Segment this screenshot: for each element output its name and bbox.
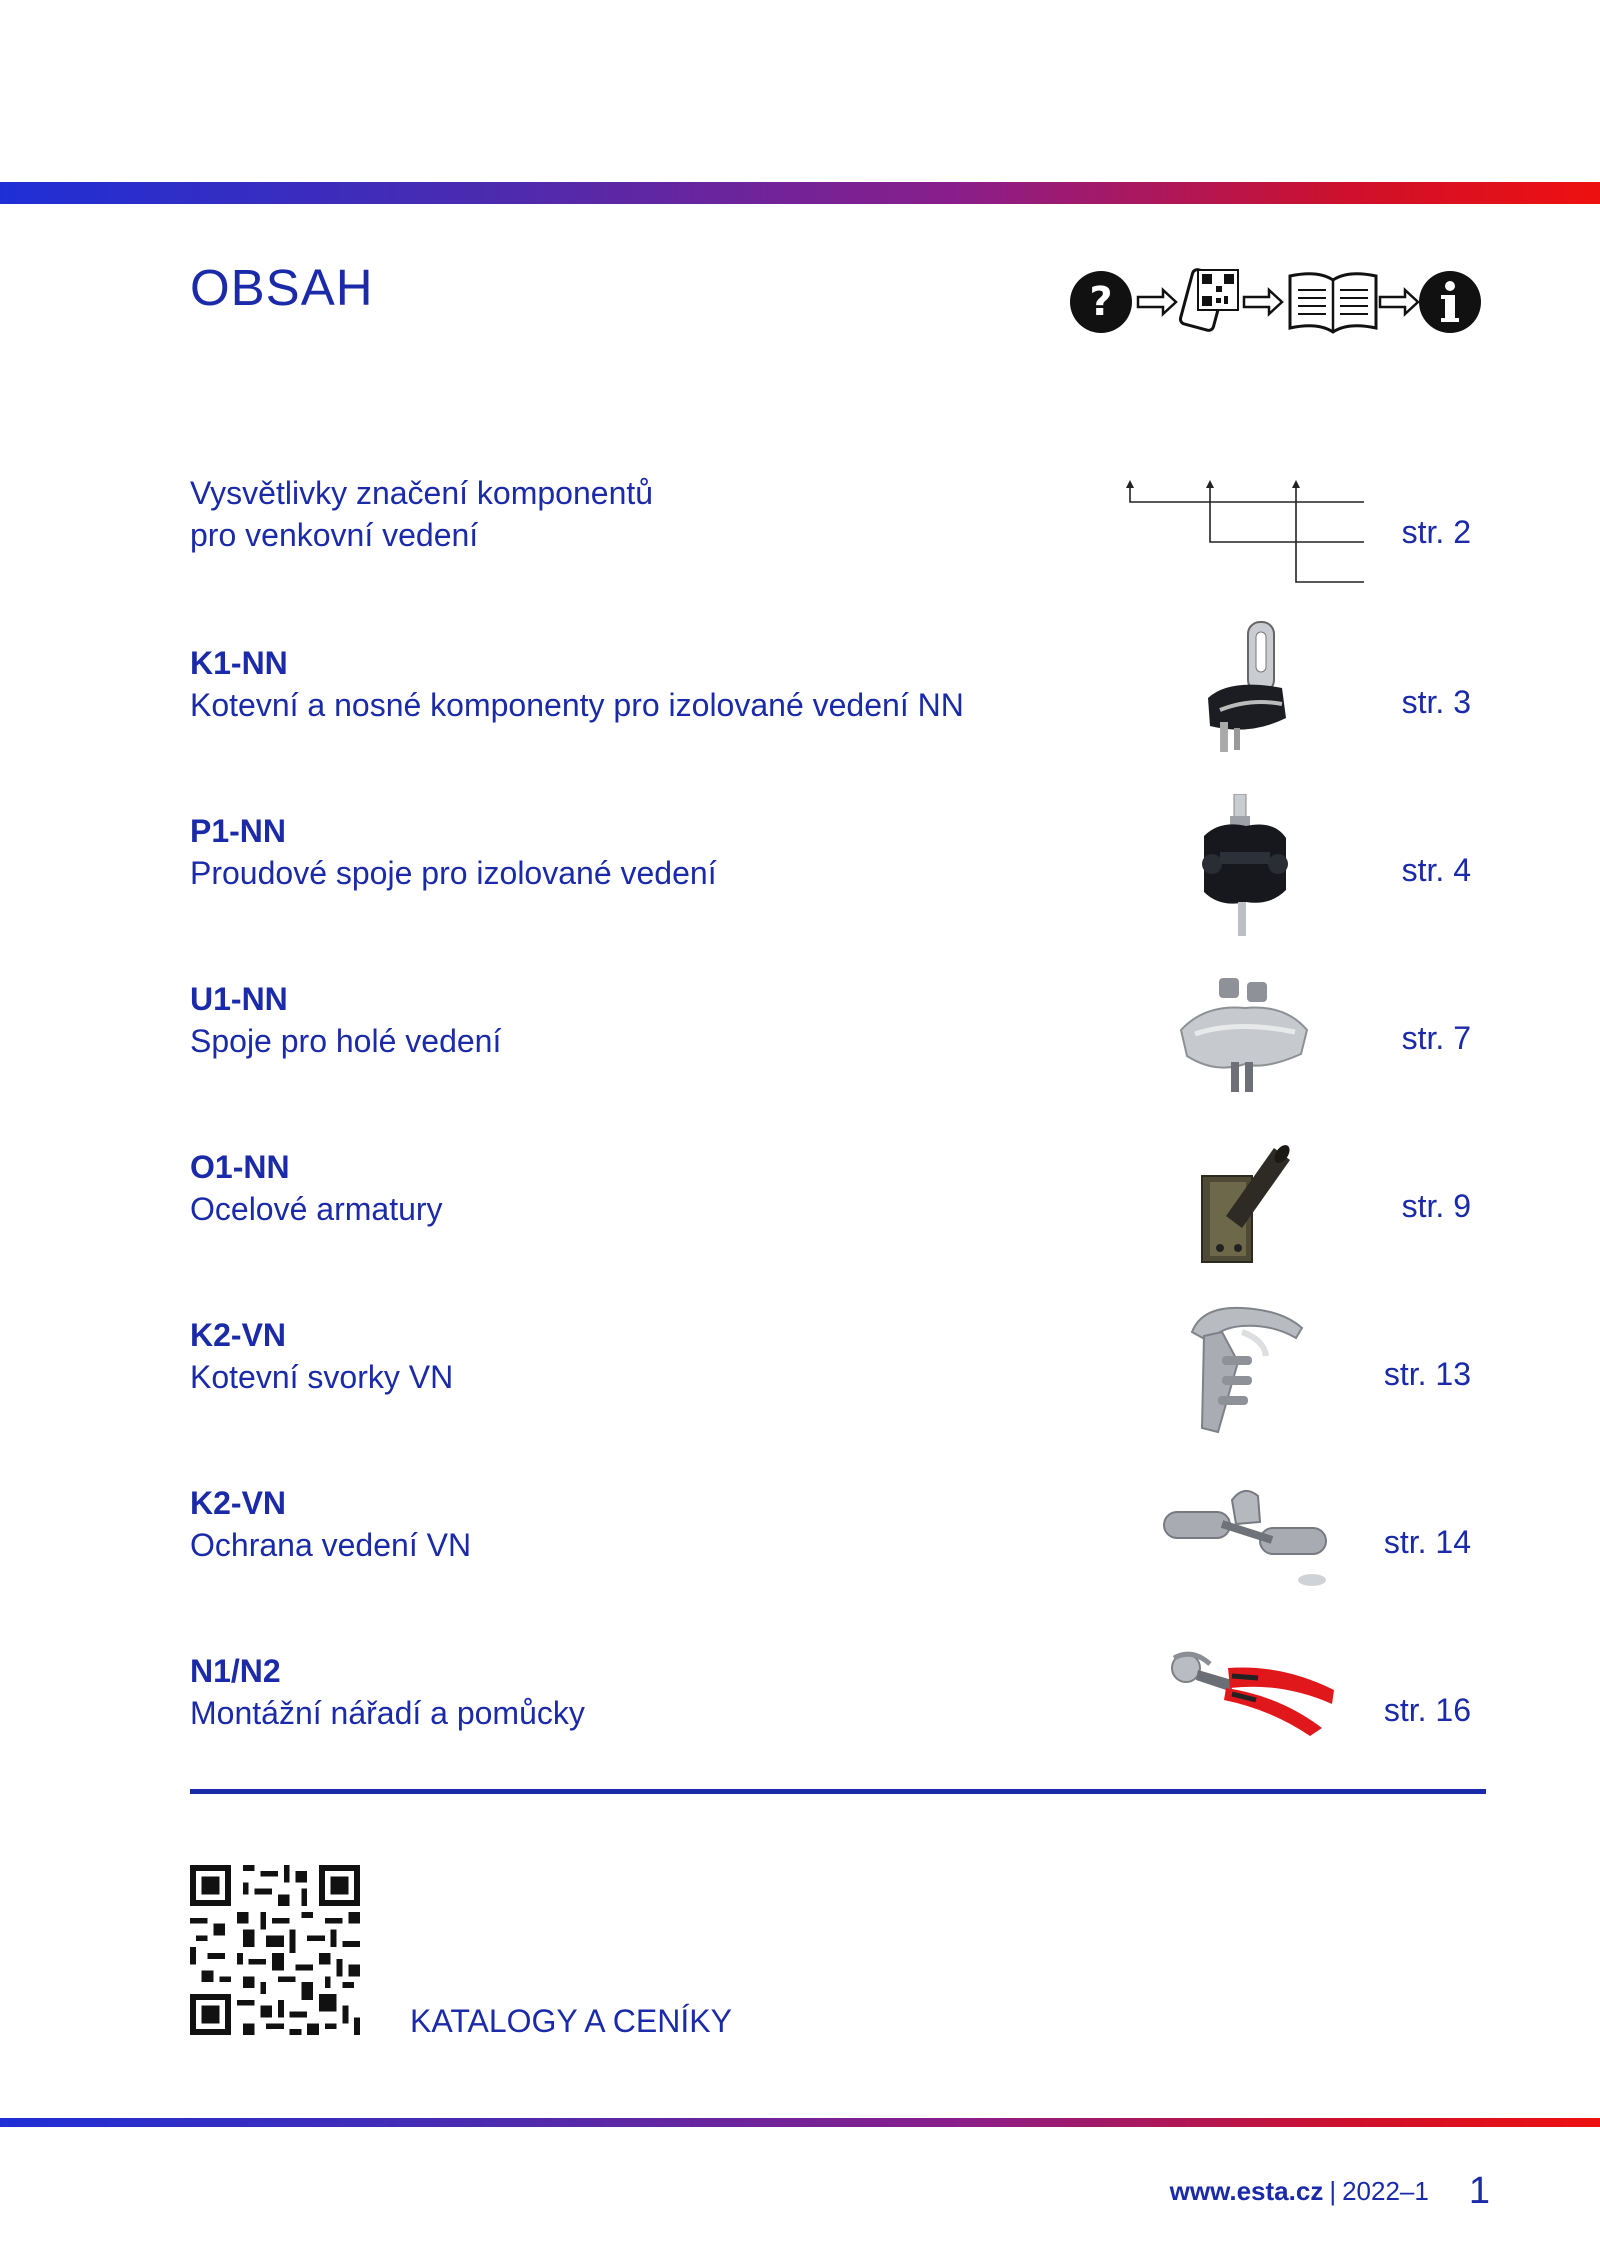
top-gradient-stripe <box>0 182 1600 204</box>
qr-phone-icon <box>1179 269 1238 332</box>
flow-icons <box>1068 262 1488 342</box>
toc-entry-page: str. 16 <box>1383 1692 1471 1728</box>
section-divider <box>190 1789 1486 1794</box>
piercing-connector-icon <box>1190 794 1300 944</box>
qr-code-icon[interactable] <box>190 1865 360 2035</box>
toc-entry-code: K2-VN <box>190 1317 287 1353</box>
svg-text:?: ? <box>1089 279 1113 325</box>
toc-entry-o1-nn[interactable] <box>190 1146 1490 1230</box>
toc-entry-desc: Ochrana vedení VN <box>190 1527 472 1563</box>
legend-diagram-icon <box>1126 480 1366 590</box>
toc-entry-k2-vn-anchor[interactable] <box>190 1314 1490 1398</box>
toc-entry-p1-nn[interactable] <box>190 810 1490 894</box>
bare-connector-icon <box>1175 974 1315 1104</box>
hv-protection-icon <box>1162 1480 1332 1590</box>
toc-entry-u1-nn[interactable] <box>190 978 1490 1062</box>
toc-entry-desc: Kotevní a nosné komponenty pro izolované vedení NN <box>190 687 964 723</box>
toc-entry-code: K2-VN <box>190 1485 287 1521</box>
page-footer <box>1100 2170 1490 2213</box>
toc-entry-desc: Montážní nářadí a pomůcky <box>190 1695 585 1731</box>
page-title: OBSAH <box>190 259 374 316</box>
toc-entry-page: str. 7 <box>1401 1020 1471 1056</box>
arrow-icon <box>1244 290 1282 314</box>
book-icon <box>1290 274 1376 332</box>
footer-edition: 2022–1 <box>1342 2176 1429 2206</box>
toc-entry-desc: Spoje pro holé vedení <box>190 1023 502 1059</box>
toc-entry-desc: Vysvětlivky značení komponentů <box>190 475 654 511</box>
cable-cutter-icon <box>1162 1646 1342 1736</box>
toc-entry-n1-n2[interactable] <box>190 1650 1490 1734</box>
toc-entry-code: P1-NN <box>190 813 287 849</box>
steel-bracket-icon <box>1190 1138 1300 1268</box>
toc-entry-code: N1/N2 <box>190 1653 281 1689</box>
footer-url[interactable]: www.esta.cz <box>1169 2176 1324 2206</box>
page-number: 1 <box>1468 2170 1490 2212</box>
catalog-link[interactable]: KATALOGY A CENÍKY <box>410 2003 732 2039</box>
toc-entry-desc: Kotevní svorky VN <box>190 1359 454 1395</box>
toc-entry-desc: Proudové spoje pro izolované vedení <box>190 855 717 891</box>
toc-entry-page: str. 13 <box>1383 1356 1471 1392</box>
toc-entry-desc: Ocelové armatury <box>190 1191 443 1227</box>
toc-entry-k1-nn[interactable] <box>190 642 1490 726</box>
toc-entry-code: K1-NN <box>190 645 288 681</box>
toc-entry-code: O1-NN <box>190 1149 290 1185</box>
arrow-icon <box>1138 290 1176 314</box>
toc-entry-code: U1-NN <box>190 981 288 1017</box>
anchor-clamp-icon <box>1190 618 1300 768</box>
toc-entry-desc-line2: pro venkovní vedení <box>190 517 479 553</box>
toc-entry-page: str. 2 <box>1401 514 1471 550</box>
info-icon <box>1419 271 1481 333</box>
toc-entry-page: str. 14 <box>1383 1524 1471 1560</box>
hv-anchor-clamp-icon <box>1182 1292 1312 1442</box>
toc-entry-page: str. 3 <box>1401 684 1471 720</box>
footer-separator: | <box>1329 2176 1337 2206</box>
arrow-icon <box>1380 290 1418 314</box>
toc-entry-page: str. 9 <box>1401 1188 1471 1224</box>
toc-entry-legend[interactable] <box>190 472 1490 556</box>
toc-entry-k2-vn-protection[interactable] <box>190 1482 1490 1566</box>
question-icon <box>1070 271 1132 333</box>
bottom-gradient-stripe <box>0 2118 1600 2127</box>
toc-entry-page: str. 4 <box>1401 852 1471 888</box>
